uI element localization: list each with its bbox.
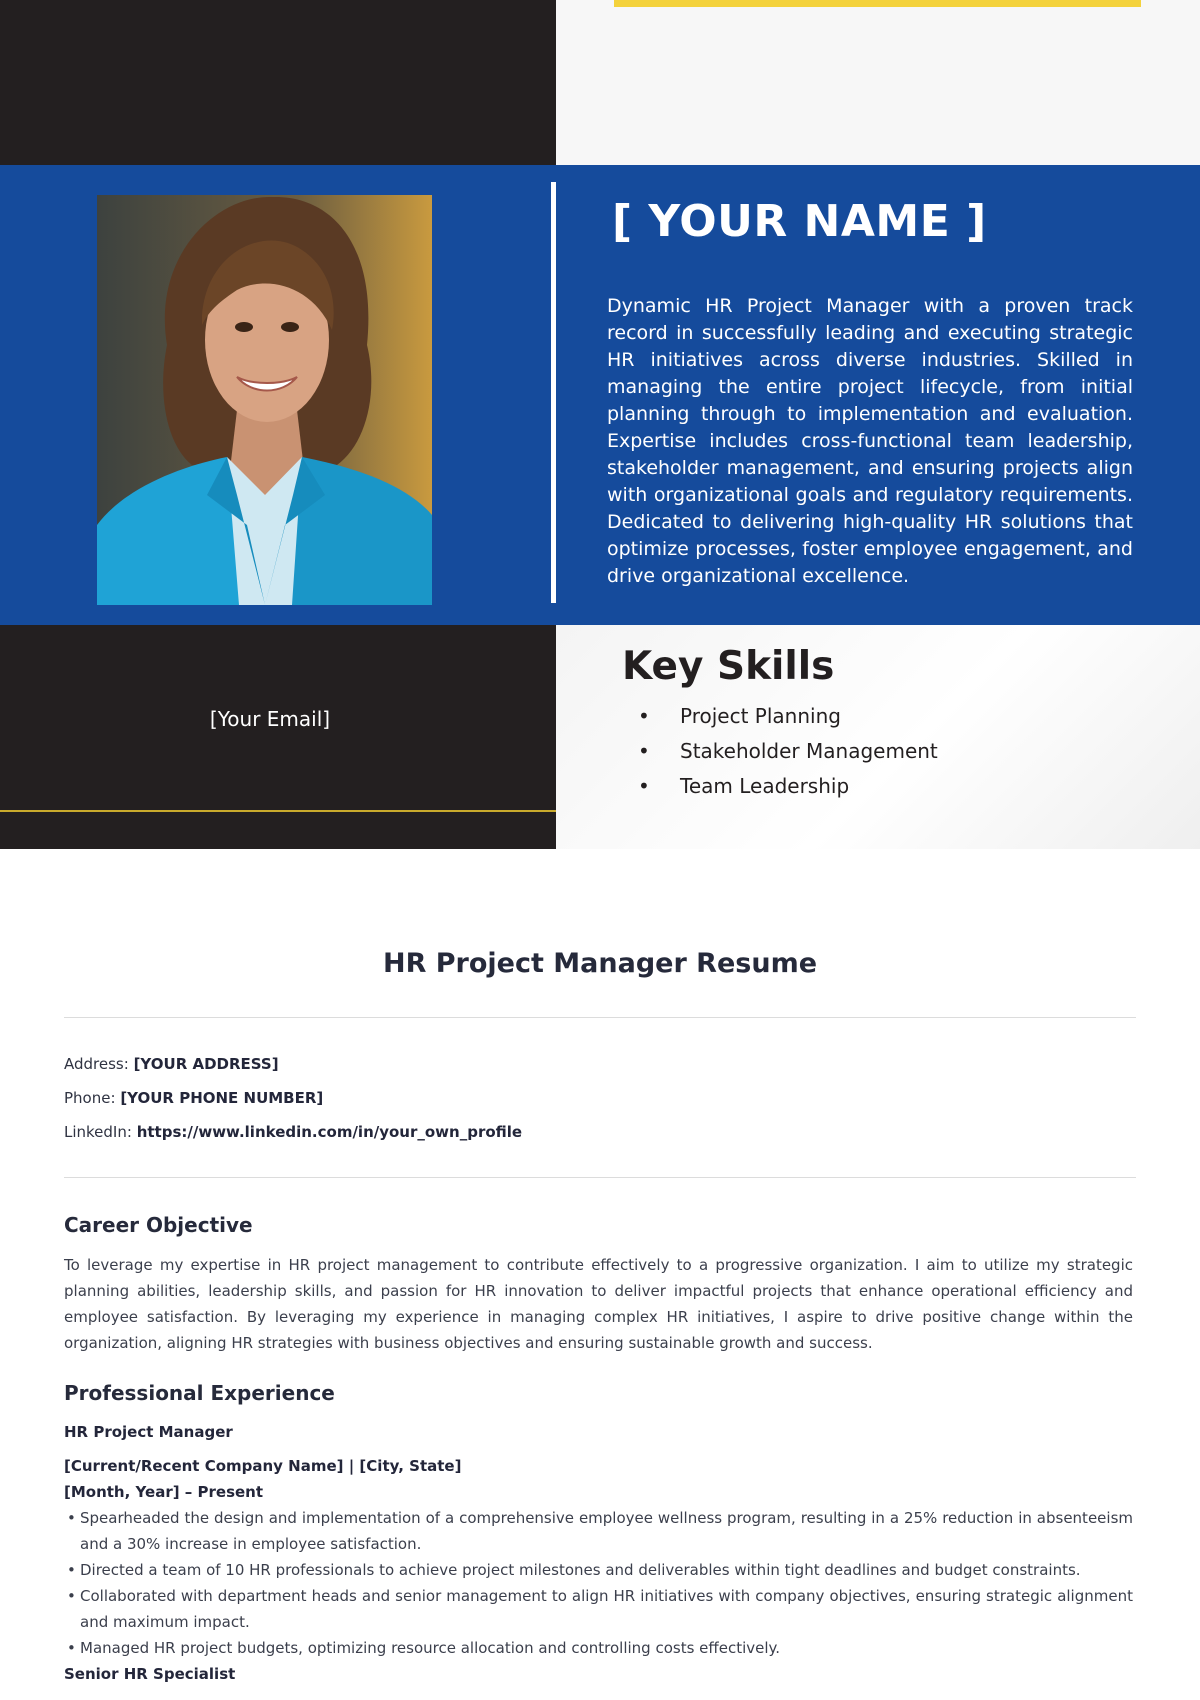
linkedin-label: LinkedIn: bbox=[64, 1123, 132, 1141]
linkedin-link[interactable]: https://www.linkedin.com/in/your_own_profile bbox=[136, 1123, 523, 1141]
divider bbox=[64, 1177, 1136, 1178]
job-title: Senior HR Specialist bbox=[64, 1665, 236, 1683]
accent-bar bbox=[614, 0, 1141, 7]
career-objective-text: To leverage my expertise in HR project management to contribute effectively to a progressive organization. I aim to utilize my strategic planning abilities, leadership skills, and passion for HR innovation to deliver impactful projects that enhance operational efficiency and employee satisfaction. By leveraging my experience in managing complex HR initiatives, I aspire to drive positive change within the organization, aligning HR strategies with business objectives and ensuring sustainable growth and success. bbox=[64, 1256, 1133, 1352]
job-dates: [Month, Year] – Present bbox=[64, 1483, 264, 1501]
job-responsibilities bbox=[64, 1505, 1133, 1661]
responsibility-item: • Directed a team of 10 HR professionals to achieve project milestones and deliverables within tight deadlines and budget constraints. bbox=[64, 1557, 1133, 1583]
skill-item bbox=[0, 704, 841, 739]
job-title: HR Project Manager bbox=[64, 1423, 233, 1441]
phone-line bbox=[64, 1089, 323, 1107]
skill-item bbox=[0, 739, 938, 774]
accent-line bbox=[0, 810, 556, 812]
divider bbox=[64, 1017, 1136, 1018]
banner-dark-panel-top bbox=[0, 0, 556, 165]
resume-banner bbox=[0, 0, 1200, 849]
profile-photo bbox=[97, 195, 432, 605]
profile-summary: Dynamic HR Project Manager with a proven track record in successfully leading and executing strategic HR initiatives across diverse industries. Skilled in managing the entire project lifecycle, from initial planning through to implementation and evaluation. Expertise includes cross-functional team leadership, stakeholder management, and ensuring projects align with organizational goals and regulatory requirements. Dedicated to delivering high-quality HR solutions that optimize processes, foster employee engagement, and drive organizational excellence. bbox=[607, 295, 1133, 587]
skill-item bbox=[0, 774, 850, 809]
email-placeholder: [Your Email] bbox=[209, 707, 331, 731]
skill-label: Project Planning bbox=[680, 704, 841, 728]
responsibility-item: • Managed HR project budgets, optimizing resource allocation and controlling costs effectively. bbox=[64, 1635, 1133, 1661]
bullet-icon: • bbox=[638, 774, 650, 798]
phone-label: Phone: bbox=[64, 1089, 116, 1107]
phone-value: [YOUR PHONE NUMBER] bbox=[120, 1089, 324, 1107]
document-title: HR Project Manager Resume bbox=[382, 948, 818, 979]
bullet-icon: • bbox=[638, 739, 650, 763]
vertical-divider bbox=[551, 182, 556, 603]
linkedin-line bbox=[64, 1123, 522, 1141]
address-line bbox=[64, 1055, 279, 1073]
job-company: [Current/Recent Company Name] | [City, State] bbox=[64, 1457, 462, 1475]
address-label: Address: bbox=[64, 1055, 129, 1073]
career-objective-heading: Career Objective bbox=[64, 1213, 253, 1237]
responsibility-item: • Spearheaded the design and implementation of a comprehensive employee wellness program, resulting in a 25% reduction in absenteeism and a 30% increase in employee satisfaction. bbox=[64, 1505, 1133, 1557]
skill-label: Stakeholder Management bbox=[680, 739, 938, 763]
profile-photo-illustration bbox=[97, 195, 432, 605]
key-skills-heading: Key Skills bbox=[622, 644, 835, 689]
banner-light-panel-top bbox=[556, 0, 1200, 165]
responsibility-item: • Collaborated with department heads and senior management to align HR initiatives with company objectives, ensuring strategic alignment and maximum impact. bbox=[64, 1583, 1133, 1635]
skill-label: Team Leadership bbox=[680, 774, 850, 798]
candidate-name: [ YOUR NAME ] bbox=[612, 196, 987, 247]
bullet-icon: • bbox=[638, 704, 650, 728]
address-value: [YOUR ADDRESS] bbox=[133, 1055, 279, 1073]
professional-experience-heading: Professional Experience bbox=[64, 1381, 335, 1405]
